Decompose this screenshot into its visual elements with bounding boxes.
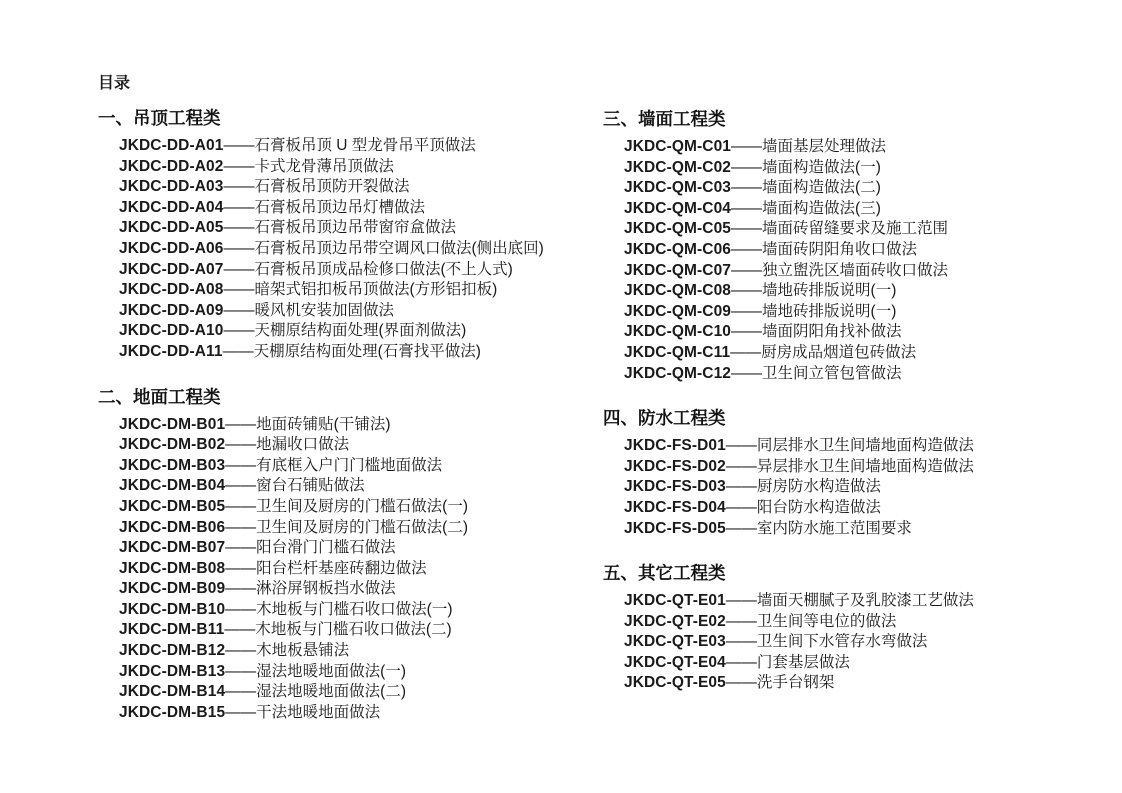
item-title: ——窗台石铺贴做法 [225,477,365,495]
section-item-list [98,415,598,724]
item-title: ——卫生间等电位的做法 [725,612,897,630]
item-code: JKDC-DD-A11 [119,342,223,360]
toc-item [624,302,1103,323]
item-title: ——石膏板吊顶 U 型龙骨吊平顶做法 [223,137,476,154]
item-code: JKDC-QM-C02 [624,158,732,176]
item-title: ——地漏收口做法 [225,436,350,454]
toc-item [624,199,1103,220]
item-title: ——门套基层做法 [725,653,850,671]
item-title: ——墙地砖排版说明(一) [731,302,897,320]
item-title: ——墙面构造做法(一) [731,158,881,176]
section-heading: 一、吊顶工程类 [98,108,221,128]
item-title: ——墙面砖阴阳角收口做法 [731,240,918,258]
item-title: ——石膏板吊顶边吊灯槽做法 [223,198,425,216]
item-code: JKDC-QM-C10 [624,323,732,341]
toc-item [119,600,598,621]
item-code: JKDC-DM-B06 [119,518,226,536]
item-code: JKDC-QM-C08 [624,282,732,300]
item-title: ——卡式龙骨薄吊顶做法 [223,157,394,175]
toc-item [119,662,598,683]
toc-item [624,673,1103,694]
item-code: JKDC-DM-B09 [119,580,226,598]
item-title: ——厨房防水构造做法 [725,478,881,496]
item-title: ——阳台栏杆基座砖翻边做法 [225,559,427,577]
toc-item [119,415,598,436]
toc-item [119,476,598,497]
section-waterproof [603,407,1103,539]
item-code: JKDC-QT-E01 [624,592,726,610]
section-item-list [603,137,1103,384]
toc-item [119,641,598,662]
page-title: 目录 [98,75,131,92]
section-heading: 三、墙面工程类 [603,109,726,129]
item-title: ——有底框入户门门槛地面做法 [225,456,443,474]
item-title: ——湿法地暖地面做法(二) [225,683,406,701]
toc-item [119,538,598,559]
item-code: JKDC-FS-D02 [624,457,726,475]
item-title: ——湿法地暖地面做法(一) [225,662,406,680]
section-floor [98,386,598,724]
toc-item [119,177,598,198]
toc-item [624,137,1103,158]
item-code: JKDC-QM-C07 [624,261,732,279]
item-code: JKDC-DM-B14 [119,683,226,701]
item-code: JKDC-DM-B03 [119,456,226,474]
left-column [98,107,598,723]
section-other [603,562,1103,694]
section-ceiling [98,107,598,363]
toc-item [624,281,1103,302]
toc-item [624,261,1103,282]
item-code: JKDC-DD-A05 [119,219,224,237]
item-code: JKDC-DM-B13 [119,662,226,680]
toc-item [119,435,598,456]
toc-item [119,682,598,703]
item-title: ——暗架式铝扣板吊顶做法(方形铝扣板) [223,281,498,299]
toc-item [119,579,598,600]
item-title: ——墙面构造做法(三) [731,199,881,217]
item-code: JKDC-DD-A10 [119,322,224,340]
toc-item [119,260,598,281]
item-title: ——木地板悬铺法 [225,642,350,660]
item-title: ——卫生间立管包管做法 [731,364,902,382]
toc-item [624,612,1103,633]
item-code: JKDC-QT-E02 [624,612,726,630]
item-title: ——洗手台钢架 [725,674,835,692]
item-title: ——地面砖铺贴(干铺法) [225,415,391,433]
item-title: ——卫生间下水管存水弯做法 [725,633,928,651]
item-code: JKDC-DM-B07 [119,539,226,557]
item-code: JKDC-DM-B08 [119,559,226,577]
toc-item [119,198,598,219]
item-title: ——厨房成品烟道包砖做法 [730,343,917,361]
item-code: JKDC-FS-D01 [624,437,726,455]
section-item-list [98,136,598,363]
item-title: ——干法地暖地面做法 [225,703,381,721]
item-title: ——石膏板吊顶边吊带窗帘盒做法 [223,219,456,237]
toc-item [119,620,598,641]
item-title: ——同层排水卫生间墙地面构造做法 [725,437,974,455]
item-code: JKDC-DD-A01 [119,137,224,154]
item-code: JKDC-FS-D04 [624,498,726,516]
section-heading: 二、地面工程类 [98,386,221,407]
toc-item [119,342,598,363]
section-heading: 四、防水工程类 [603,408,726,429]
toc-item [119,218,598,239]
toc-item [624,364,1103,385]
item-code: JKDC-DM-B02 [119,436,226,454]
section-wall [603,108,1103,384]
item-code: JKDC-FS-D03 [624,478,726,496]
item-code: JKDC-DM-B11 [119,621,225,639]
toc-item [624,322,1103,343]
item-code: JKDC-DD-A09 [119,301,224,319]
toc-item [624,436,1103,457]
item-code: JKDC-QT-E04 [624,653,726,671]
item-title: ——墙面构造做法(二) [731,179,881,197]
item-code: JKDC-FS-D05 [624,519,726,537]
item-code: JKDC-DM-B01 [119,415,226,433]
toc-item [119,239,598,260]
toc-item [624,498,1103,519]
item-code: JKDC-QT-E05 [624,674,726,692]
item-code: JKDC-DD-A04 [119,198,224,216]
toc-item [624,477,1103,498]
toc-item [624,457,1103,478]
item-title: ——墙地砖排版说明(一) [731,282,897,300]
toc-item [624,591,1103,612]
right-column [603,108,1103,694]
item-title: ——阳台滑门门槛石做法 [225,539,396,557]
item-title: ——墙面阴阳角找补做法 [731,323,902,341]
item-code: JKDC-QM-C12 [624,364,732,382]
item-title: ——石膏板吊顶边吊带空调风口做法(侧出底回) [223,239,544,257]
section-item-list [603,591,1103,694]
toc-item [624,178,1103,199]
item-title: ——独立盥洗区墙面砖收口做法 [731,261,949,279]
item-title: ——室内防水施工范围要求 [725,519,912,537]
toc-item [119,703,598,724]
item-title: ——阳台防水构造做法 [725,498,881,516]
item-title: ——石膏板吊顶防开裂做法 [223,178,410,196]
toc-item [119,301,598,322]
toc-item [624,343,1103,364]
item-code: JKDC-DM-B04 [119,477,226,495]
item-title: ——木地板与门槛石收口做法(一) [225,600,453,618]
toc-item [624,158,1103,179]
item-code: JKDC-QM-C05 [624,220,732,238]
item-code: JKDC-QM-C09 [624,302,732,320]
item-title: ——卫生间及厨房的门槛石做法(一) [225,497,468,515]
item-code: JKDC-QM-C03 [624,179,732,197]
item-code: JKDC-QT-E03 [624,633,726,651]
item-title: ——墙面基层处理做法 [731,138,887,155]
item-code: JKDC-QM-C06 [624,240,732,258]
item-code: JKDC-DD-A02 [119,157,224,175]
toc-item [119,497,598,518]
item-title: ——木地板与门槛石收口做法(二) [224,621,452,639]
item-code: JKDC-QM-C01 [624,138,732,155]
item-title: ——墙面天棚腻子及乳胶漆工艺做法 [725,592,974,610]
item-title: ——天棚原结构面处理(界面剂做法) [223,322,467,340]
item-title: ——暖风机安装加固做法 [223,301,394,319]
toc-item [119,559,598,580]
item-code: JKDC-DM-B15 [119,703,226,721]
item-title: ——异层排水卫生间墙地面构造做法 [725,457,974,475]
toc-item [624,653,1103,674]
item-code: JKDC-DD-A06 [119,239,224,257]
toc-item [119,321,598,342]
item-title: ——淋浴屏钢板挡水做法 [225,580,396,598]
item-code: JKDC-DM-B05 [119,497,226,515]
toc-item [119,518,598,539]
item-code: JKDC-QM-C04 [624,199,732,217]
section-heading: 五、其它工程类 [603,563,726,584]
item-title: ——墙面砖留缝要求及施工范围 [731,220,949,238]
item-title: ——卫生间及厨房的门槛石做法(二) [225,518,468,536]
toc-item [119,136,598,157]
section-item-list [603,436,1103,539]
toc-item [119,280,598,301]
toc-item [624,519,1103,540]
item-code: JKDC-DM-B10 [119,600,226,618]
toc-item [119,456,598,477]
toc-item [624,219,1103,240]
item-code: JKDC-DD-A07 [119,260,224,278]
item-title: ——天棚原结构面处理(石膏找平做法) [222,342,481,360]
toc-item [624,240,1103,261]
item-code: JKDC-DM-B12 [119,642,226,660]
toc-item [624,632,1103,653]
item-code: JKDC-QM-C11 [624,343,731,361]
item-code: JKDC-DD-A08 [119,281,224,299]
item-title: ——石膏板吊顶成品检修口做法(不上人式) [223,260,513,278]
item-code: JKDC-DD-A03 [119,178,224,196]
toc-item [119,157,598,178]
